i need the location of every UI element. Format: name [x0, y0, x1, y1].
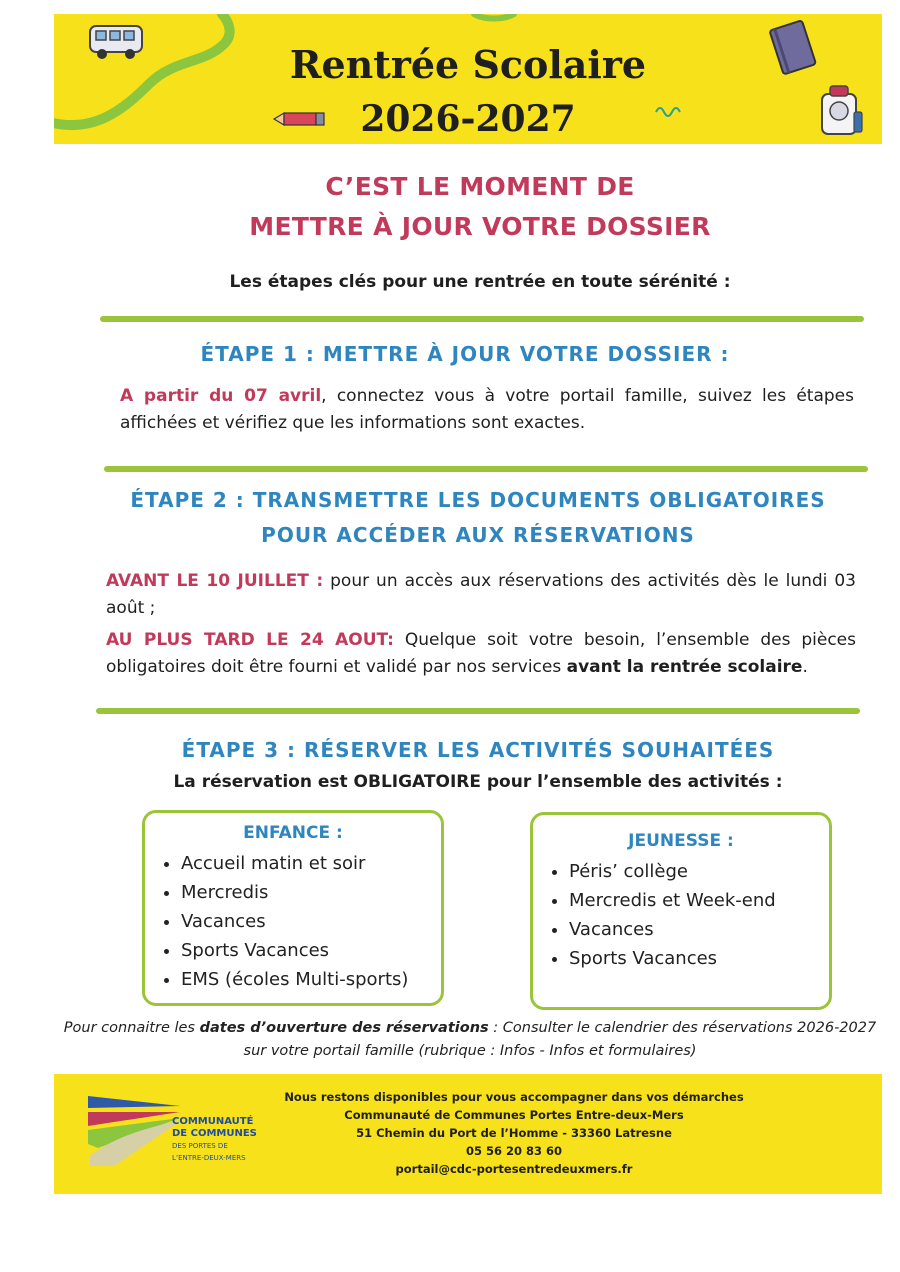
footer-line-2: Communauté de Communes Portes Entre-deux-Mers	[344, 1108, 684, 1122]
note-line-2: sur votre portail famille (rubrique : Infos - Infos et formulaires)	[243, 1043, 697, 1059]
list-item: • Vacances	[181, 907, 441, 936]
headline-line-2: METTRE À JOUR VOTRE DOSSIER	[249, 212, 711, 241]
enfance-box	[142, 810, 444, 1006]
list-item: • Accueil matin et soir	[181, 849, 441, 878]
note-bold: dates d’ouverture des réservations	[199, 1020, 489, 1036]
step2-paragraph-2	[106, 627, 856, 681]
step2-title-line-1: ÉTAPE 2 : TRANSMETTRE LES DOCUMENTS OBLIGATOIRES	[130, 488, 826, 512]
divider	[104, 466, 868, 472]
banner-title: Rentrée Scolaire	[289, 42, 647, 87]
list-item: • Mercredis et Week-end	[569, 886, 829, 915]
step1-text	[120, 383, 854, 437]
footer-banner	[54, 1074, 882, 1194]
step2-paragraph-1	[106, 568, 856, 622]
step2-text-2: Quelque soit votre besoin, l’ensemble des pièces obligatoires doit être fourni et validé par nos services	[106, 630, 856, 677]
contact-info	[244, 1088, 784, 1178]
note-suffix: : Consulter le calendrier des réservations 2026-2027	[488, 1020, 877, 1036]
list-item: • Sports Vacances	[569, 944, 829, 973]
footer-email: portail@cdc-portesentredeuxmers.fr	[395, 1162, 633, 1176]
headline-line-1: C’EST LE MOMENT DE	[325, 172, 635, 201]
jeunesse-title: JEUNESSE :	[628, 831, 734, 851]
logo-line-3: DES PORTES DE	[172, 1142, 228, 1150]
step3-subtitle: La réservation est OBLIGATOIRE pour l’ensemble des activités :	[173, 772, 783, 792]
divider	[100, 316, 864, 322]
list-item: • Mercredis	[181, 878, 441, 907]
step2-title-line-2: POUR ACCÉDER AUX RÉSERVATIONS	[261, 523, 695, 547]
jeunesse-box	[530, 812, 832, 1010]
divider	[96, 708, 860, 714]
subheading: Les étapes clés pour une rentrée en toute sérénité :	[229, 272, 731, 292]
step1-date: A partir du 07 avril	[120, 386, 322, 406]
list-item: • Sports Vacances	[181, 936, 441, 965]
banner-year: 2026-2027	[360, 98, 576, 140]
note-prefix: Pour connaitre les	[63, 1020, 200, 1036]
step2-bold-text: avant la rentrée scolaire	[566, 657, 803, 677]
list-item: • Vacances	[569, 915, 829, 944]
step1-title: ÉTAPE 1 : METTRE À JOUR VOTRE DOSSIER :	[200, 342, 730, 366]
step3-title: ÉTAPE 3 : RÉSERVER LES ACTIVITÉS SOUHAITÉES	[181, 738, 775, 762]
community-logo-icon	[84, 1086, 184, 1172]
list-item: • EMS (écoles Multi-sports)	[181, 965, 441, 994]
logo-line-1: COMMUNAUTÉ	[172, 1116, 254, 1127]
logo-line-2: DE COMMUNES	[172, 1128, 257, 1139]
footer-phone: 05 56 20 83 60	[465, 1144, 563, 1158]
step1-body: , connectez vous à votre portail famille, suivez les étapes affichées et vérifiez que les informations sont exactes.	[120, 386, 854, 433]
step2-end: .	[802, 657, 808, 677]
note-line-1	[40, 1017, 900, 1040]
list-item: • Péris’ collège	[569, 857, 829, 886]
jeunesse-list	[533, 857, 829, 973]
enfance-title: ENFANCE :	[243, 823, 343, 843]
header-banner	[54, 14, 882, 144]
footer-address: 51 Chemin du Port de l’Homme - 33360 Latresne	[356, 1126, 672, 1140]
step2-deadline-2: AU PLUS TARD LE 24 AOUT:	[106, 630, 394, 650]
step2-text-1: pour un accès aux réservations des activités dès le lundi 03 août ;	[106, 571, 857, 618]
step2-deadline-1: AVANT LE 10 JUILLET :	[106, 571, 324, 591]
reservation-note	[40, 1017, 900, 1063]
enfance-list	[145, 849, 441, 994]
logo-line-4: L’ENTRE-DEUX-MERS	[172, 1154, 246, 1162]
footer-line-1: Nous restons disponibles pour vous accompagner dans vos démarches	[284, 1090, 744, 1104]
